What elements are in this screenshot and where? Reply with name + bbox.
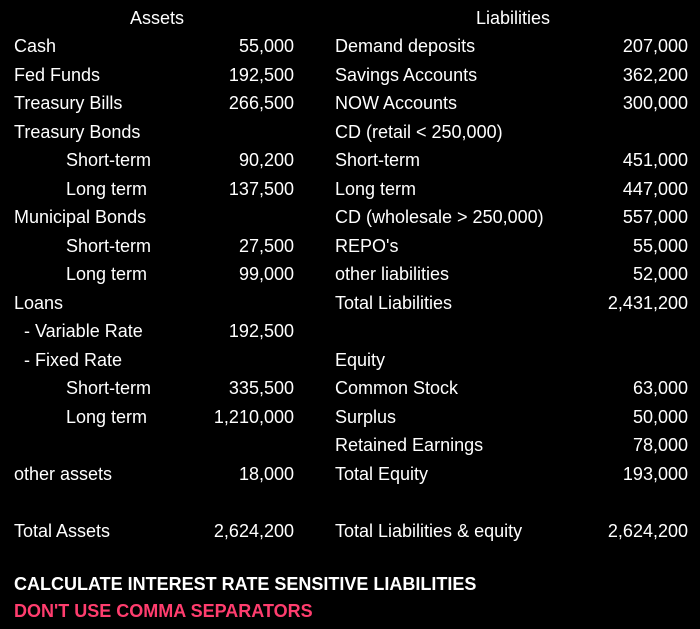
asset-label-municipal-bonds-long: Long term [66, 264, 148, 284]
asset-label-treasury-bonds-long: Long term [66, 179, 148, 199]
liability-label-cd-retail: CD (retail < 250,000) [335, 122, 503, 142]
liability-label-repos: REPO's [335, 236, 399, 256]
asset-label-fed-funds: Fed Funds [14, 65, 101, 85]
liability-label-total-liabilities: Total Liabilities [335, 293, 453, 313]
asset-label-municipal-bonds-short: Short-term [66, 236, 152, 256]
asset-label-other-assets: other assets [14, 464, 113, 484]
asset-value-fixed-rate-long: 1,210,000 [213, 407, 294, 427]
assets-header: Assets [130, 8, 185, 28]
liability-value-cd-retail-short: 451,000 [622, 150, 688, 170]
liability-label-demand-deposits: Demand deposits [335, 36, 476, 56]
liability-value-now-accounts: 300,000 [622, 93, 688, 113]
equity-value-retained-earnings: 78,000 [632, 435, 688, 455]
asset-value-total-assets: 2,624,200 [213, 521, 294, 541]
liability-label-other-liabilities: other liabilities [335, 264, 450, 284]
asset-label-municipal-bonds: Municipal Bonds [14, 207, 147, 227]
liability-label-savings-accounts: Savings Accounts [335, 65, 478, 85]
asset-value-fed-funds: 192,500 [228, 65, 294, 85]
equity-label-surplus: Surplus [335, 407, 397, 427]
question-instruction: CALCULATE INTEREST RATE SENSITIVE LIABILITIES [14, 574, 477, 594]
asset-label-treasury-bonds-short: Short-term [66, 150, 152, 170]
liability-value-other-liabilities: 52,000 [632, 264, 688, 284]
asset-value-variable-rate: 192,500 [228, 321, 294, 341]
equity-label-total-equity: Total Equity [335, 464, 429, 484]
liability-value-total-liabilities: 2,431,200 [607, 293, 688, 313]
liability-value-cd-retail-long: 447,000 [622, 179, 688, 199]
asset-label-cash: Cash [14, 36, 57, 56]
asset-label-treasury-bills: Treasury Bills [14, 93, 123, 113]
asset-value-treasury-bonds-long: 137,500 [228, 179, 294, 199]
equity-header: Equity [335, 350, 386, 370]
liability-value-demand-deposits: 207,000 [622, 36, 688, 56]
question-note: DON'T USE COMMA SEPARATORS [14, 601, 313, 621]
equity-value-surplus: 50,000 [632, 407, 688, 427]
equity-value-total-equity: 193,000 [622, 464, 688, 484]
asset-value-treasury-bills: 266,500 [228, 93, 294, 113]
asset-value-fixed-rate-short: 335,500 [228, 378, 294, 398]
asset-label-total-assets: Total Assets [14, 521, 111, 541]
asset-label-fixed-rate-short: Short-term [66, 378, 152, 398]
asset-value-municipal-bonds-short: 27,500 [238, 236, 294, 256]
liabilities-header: Liabilities [476, 8, 551, 28]
asset-label-fixed-rate-long: Long term [66, 407, 148, 427]
liability-label-total-liabilities-equity: Total Liabilities & equity [335, 521, 523, 541]
equity-label-retained-earnings: Retained Earnings [335, 435, 484, 455]
asset-label-treasury-bonds: Treasury Bonds [14, 122, 141, 142]
liability-label-cd-retail-long: Long term [335, 179, 417, 199]
liability-value-cd-wholesale: 557,000 [622, 207, 688, 227]
liability-label-cd-wholesale: CD (wholesale > 250,000) [335, 207, 544, 227]
liability-label-now-accounts: NOW Accounts [335, 93, 458, 113]
liability-value-total-liabilities-equity: 2,624,200 [607, 521, 688, 541]
asset-label-fixed-rate: - Fixed Rate [24, 350, 123, 370]
liability-label-cd-retail-short: Short-term [335, 150, 421, 170]
liability-value-savings-accounts: 362,200 [622, 65, 688, 85]
asset-label-variable-rate: - Variable Rate [24, 321, 143, 341]
equity-label-common-stock: Common Stock [335, 378, 459, 398]
asset-value-other-assets: 18,000 [238, 464, 294, 484]
asset-value-cash: 55,000 [238, 36, 294, 56]
asset-label-loans: Loans [14, 293, 64, 313]
liability-value-repos: 55,000 [632, 236, 688, 256]
asset-value-municipal-bonds-long: 99,000 [238, 264, 294, 284]
asset-value-treasury-bonds-short: 90,200 [238, 150, 294, 170]
equity-value-common-stock: 63,000 [632, 378, 688, 398]
